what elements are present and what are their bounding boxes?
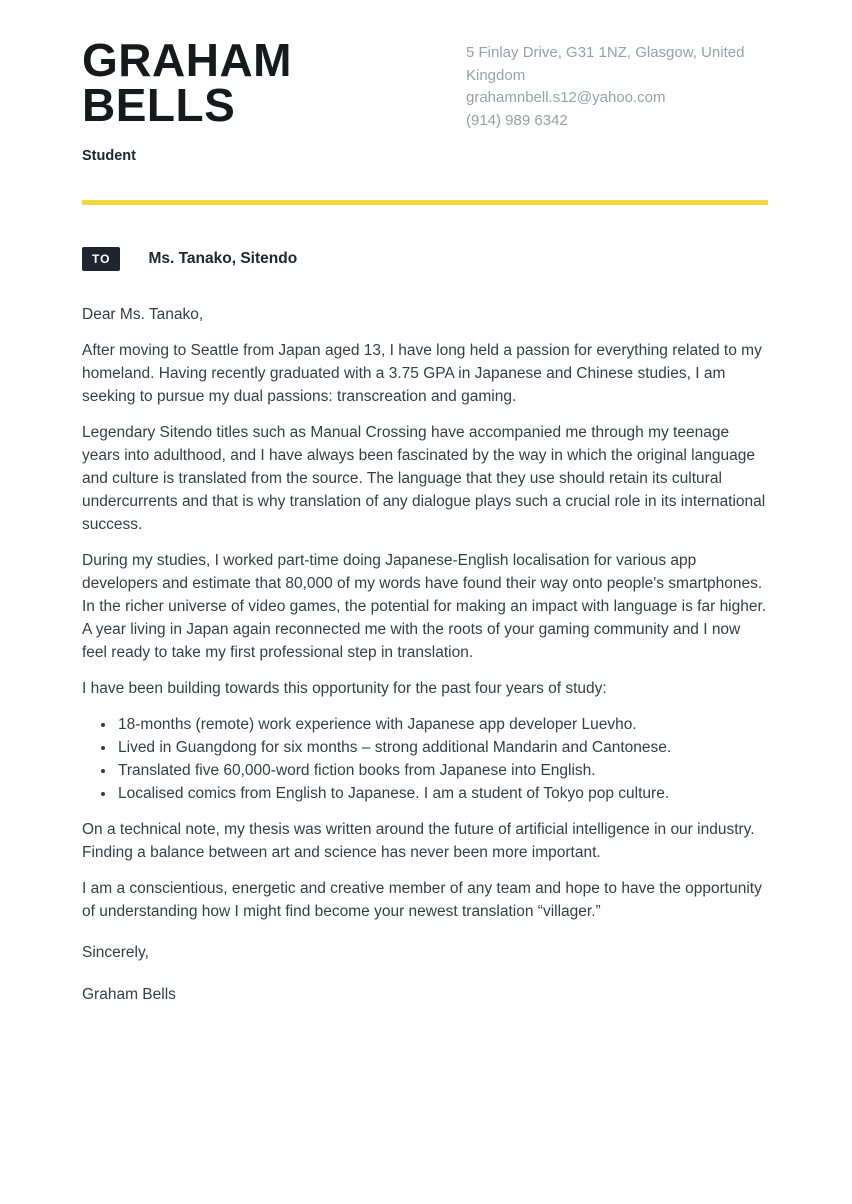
- accent-divider: [82, 200, 768, 205]
- salutation: Dear Ms. Tanako,: [82, 306, 204, 323]
- list-item: • Localised comics from English to Japanese. I am a student of Tokyo pop culture.: [116, 782, 768, 805]
- job-title: Student: [82, 148, 136, 164]
- qualification-list: [82, 713, 768, 805]
- paragraph: I am a conscientious, energetic and creative member of any team and hope to have the opportunity of understanding how I might find become your newest translation “villager.”: [82, 880, 762, 920]
- contact-address: 5 Finlay Drive, G31 1NZ, Glasgow, United Kingdom: [466, 44, 745, 84]
- recipient-row: [82, 247, 768, 271]
- paragraph: Legendary Sitendo titles such as Manual Crossing have accompanied me through my teenage years into adulthood, and I have always been fascinated by the way in which the original language and culture is translated from the source. The language that they use should retain its cultural undercurrents and that is why translation of any dialogue plays such a crucial role in its international success.: [82, 424, 766, 533]
- paragraph: On a technical note, my thesis was written around the future of artificial intelligence in our industry. Finding a balance between art and science has never been more important.: [82, 821, 755, 861]
- header-identity: [82, 34, 442, 164]
- list-item: • 18-months (remote) work experience with Japanese app developer Luevho.: [116, 713, 768, 736]
- paragraph: After moving to Seattle from Japan aged 13, I have long held a passion for everything related to my homeland. Having recently graduated with a 3.75 GPA in Japanese and Chinese studies, I am seeking to pursue my dual passions: transcreation and gaming.: [82, 342, 762, 405]
- person-name: GRAHAM BELLS: [82, 34, 292, 131]
- signoff: Sincerely,: [82, 944, 149, 961]
- contact-phone: (914) 989 6342: [466, 111, 568, 129]
- signature: Graham Bells: [82, 986, 176, 1003]
- list-item: • Lived in Guangdong for six months – strong additional Mandarin and Cantonese.: [116, 736, 768, 759]
- paragraph: During my studies, I worked part-time doing Japanese-English localisation for various app developers and estimate that 80,000 of my words have found their way onto people's smartphones. In the richer universe of video games, the potential for making an impact with language is far higher. A year living in Japan again reconnected me with the roots of your gaming community and I now feel ready to take my first professional step in translation.: [82, 552, 767, 661]
- letter-body: [82, 303, 768, 1006]
- list-intro: I have been building towards this opportunity for the past four years of study:: [82, 680, 607, 697]
- contact-email: grahamnbell.s12@yahoo.com: [466, 89, 666, 106]
- recipient-name: Ms. Tanako, Sitendo: [148, 250, 298, 267]
- to-badge: TO: [82, 247, 120, 271]
- contact-block: [466, 42, 768, 132]
- list-item: • Translated five 60,000-word fiction books from Japanese into English.: [116, 759, 768, 782]
- letter-header: [82, 34, 768, 164]
